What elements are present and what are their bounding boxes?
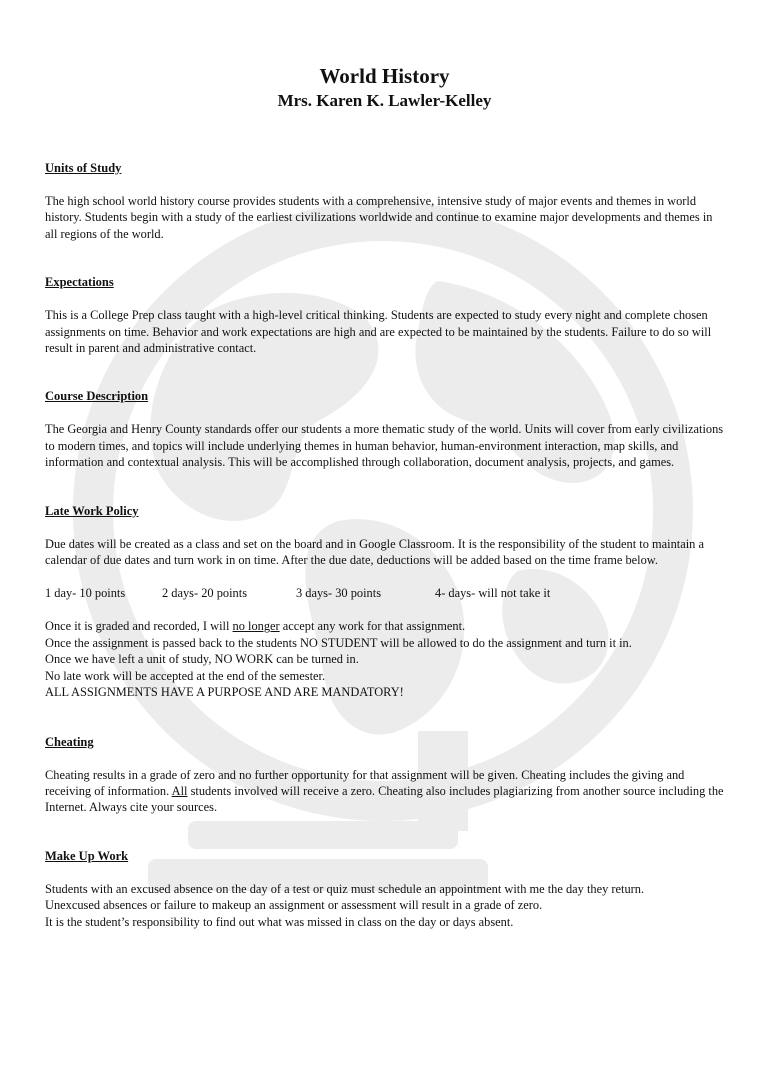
late-point-1: 1 day- 10 points bbox=[45, 586, 126, 601]
cheating-body-underline: All bbox=[171, 783, 188, 798]
document-page bbox=[0, 63, 770, 930]
cheating-body-pre: Cheating results in a grade of zero and no further opportunity for that assignment will be given. Cheating includes the giving and receiving of information. bbox=[45, 767, 685, 798]
late-heading: Late Work Policy bbox=[45, 503, 139, 518]
expectations-heading: Expectations bbox=[45, 275, 114, 290]
expectations-body: This is a College Prep class taught with a high-level critical thinking. Students are expected to study every night and complete chosen assignments on time. Behavior and work expectations are high and are expected to be maintained by the students. Failure to do so will result in parent and administrative contact. bbox=[45, 308, 712, 356]
cheating-body bbox=[45, 767, 724, 816]
units-body: The high school world history course provides students with a comprehensive, intensive study of major events and themes in world history. Students begin with a study of the earliest civilizations worldwide and continue to examine major developments and themes in all regions of the world. bbox=[45, 194, 713, 241]
late-rule-1 bbox=[45, 618, 724, 634]
course-heading: Course Description bbox=[45, 389, 149, 404]
late-rule-5: ALL ASSIGNMENTS HAVE A PURPOSE AND ARE MANDATORY! bbox=[45, 685, 404, 700]
late-point-4: 4- days- will not take it bbox=[435, 586, 551, 601]
late-rule-2: Once the assignment is passed back to the students NO STUDENT will be allowed to do the assignment and turn it in. bbox=[45, 635, 632, 650]
cheating-heading: Cheating bbox=[45, 734, 94, 749]
late-rule-1-underline: no longer bbox=[232, 619, 280, 634]
course-body: The Georgia and Henry County standards offer our students a more thematic study of the world. Units will cover from early civilizations to modern times, and topics will include underlying themes in human behavior, human-environment interaction, map skills, and information and contextual analysis. This will be accomplished through collaboration, document analysis, projects, and games. bbox=[45, 422, 724, 470]
makeup-line-3: It is the student’s responsibility to find out what was missed in class on the day or days absent. bbox=[45, 914, 514, 929]
late-point-2: 2 days- 20 points bbox=[162, 586, 248, 601]
late-rule-4: No late work will be accepted at the end of the semester. bbox=[45, 668, 326, 683]
page-title: World History bbox=[319, 64, 450, 88]
makeup-heading: Make Up Work bbox=[45, 848, 129, 863]
late-rules bbox=[45, 618, 724, 700]
units-heading: Units of Study bbox=[45, 161, 122, 175]
makeup-line-1: Students with an excused absence on the day of a test or quiz must schedule an appointment with me the day they return. bbox=[45, 881, 645, 896]
makeup-line-2: Unexcused absences or failure to makeup an assignment or assessment will result in a grade of zero. bbox=[45, 898, 543, 913]
late-rule-1-post: accept any work for that assignment. bbox=[279, 619, 466, 634]
teacher-name: Mrs. Karen K. Lawler-Kelley bbox=[277, 91, 492, 110]
late-point-3: 3 days- 30 points bbox=[296, 586, 382, 601]
late-rule-3: Once we have left a unit of study, NO WORK can be turned in. bbox=[45, 652, 359, 667]
cheating-body-post: students involved will receive a zero. Cheating also includes plagiarizing from another source including the Internet. Always cite your sources. bbox=[45, 783, 724, 815]
late-body: Due dates will be created as a class and set on the board and in Google Classroom. It is the responsibility of the student to maintain a calendar of due dates and turn work in on time. After the due date, deductions will be added based on the time frame below. bbox=[45, 536, 704, 568]
late-rule-1-pre: Once it is graded and recorded, I will bbox=[45, 619, 233, 634]
makeup-body bbox=[45, 881, 724, 930]
late-points-row bbox=[45, 585, 724, 601]
